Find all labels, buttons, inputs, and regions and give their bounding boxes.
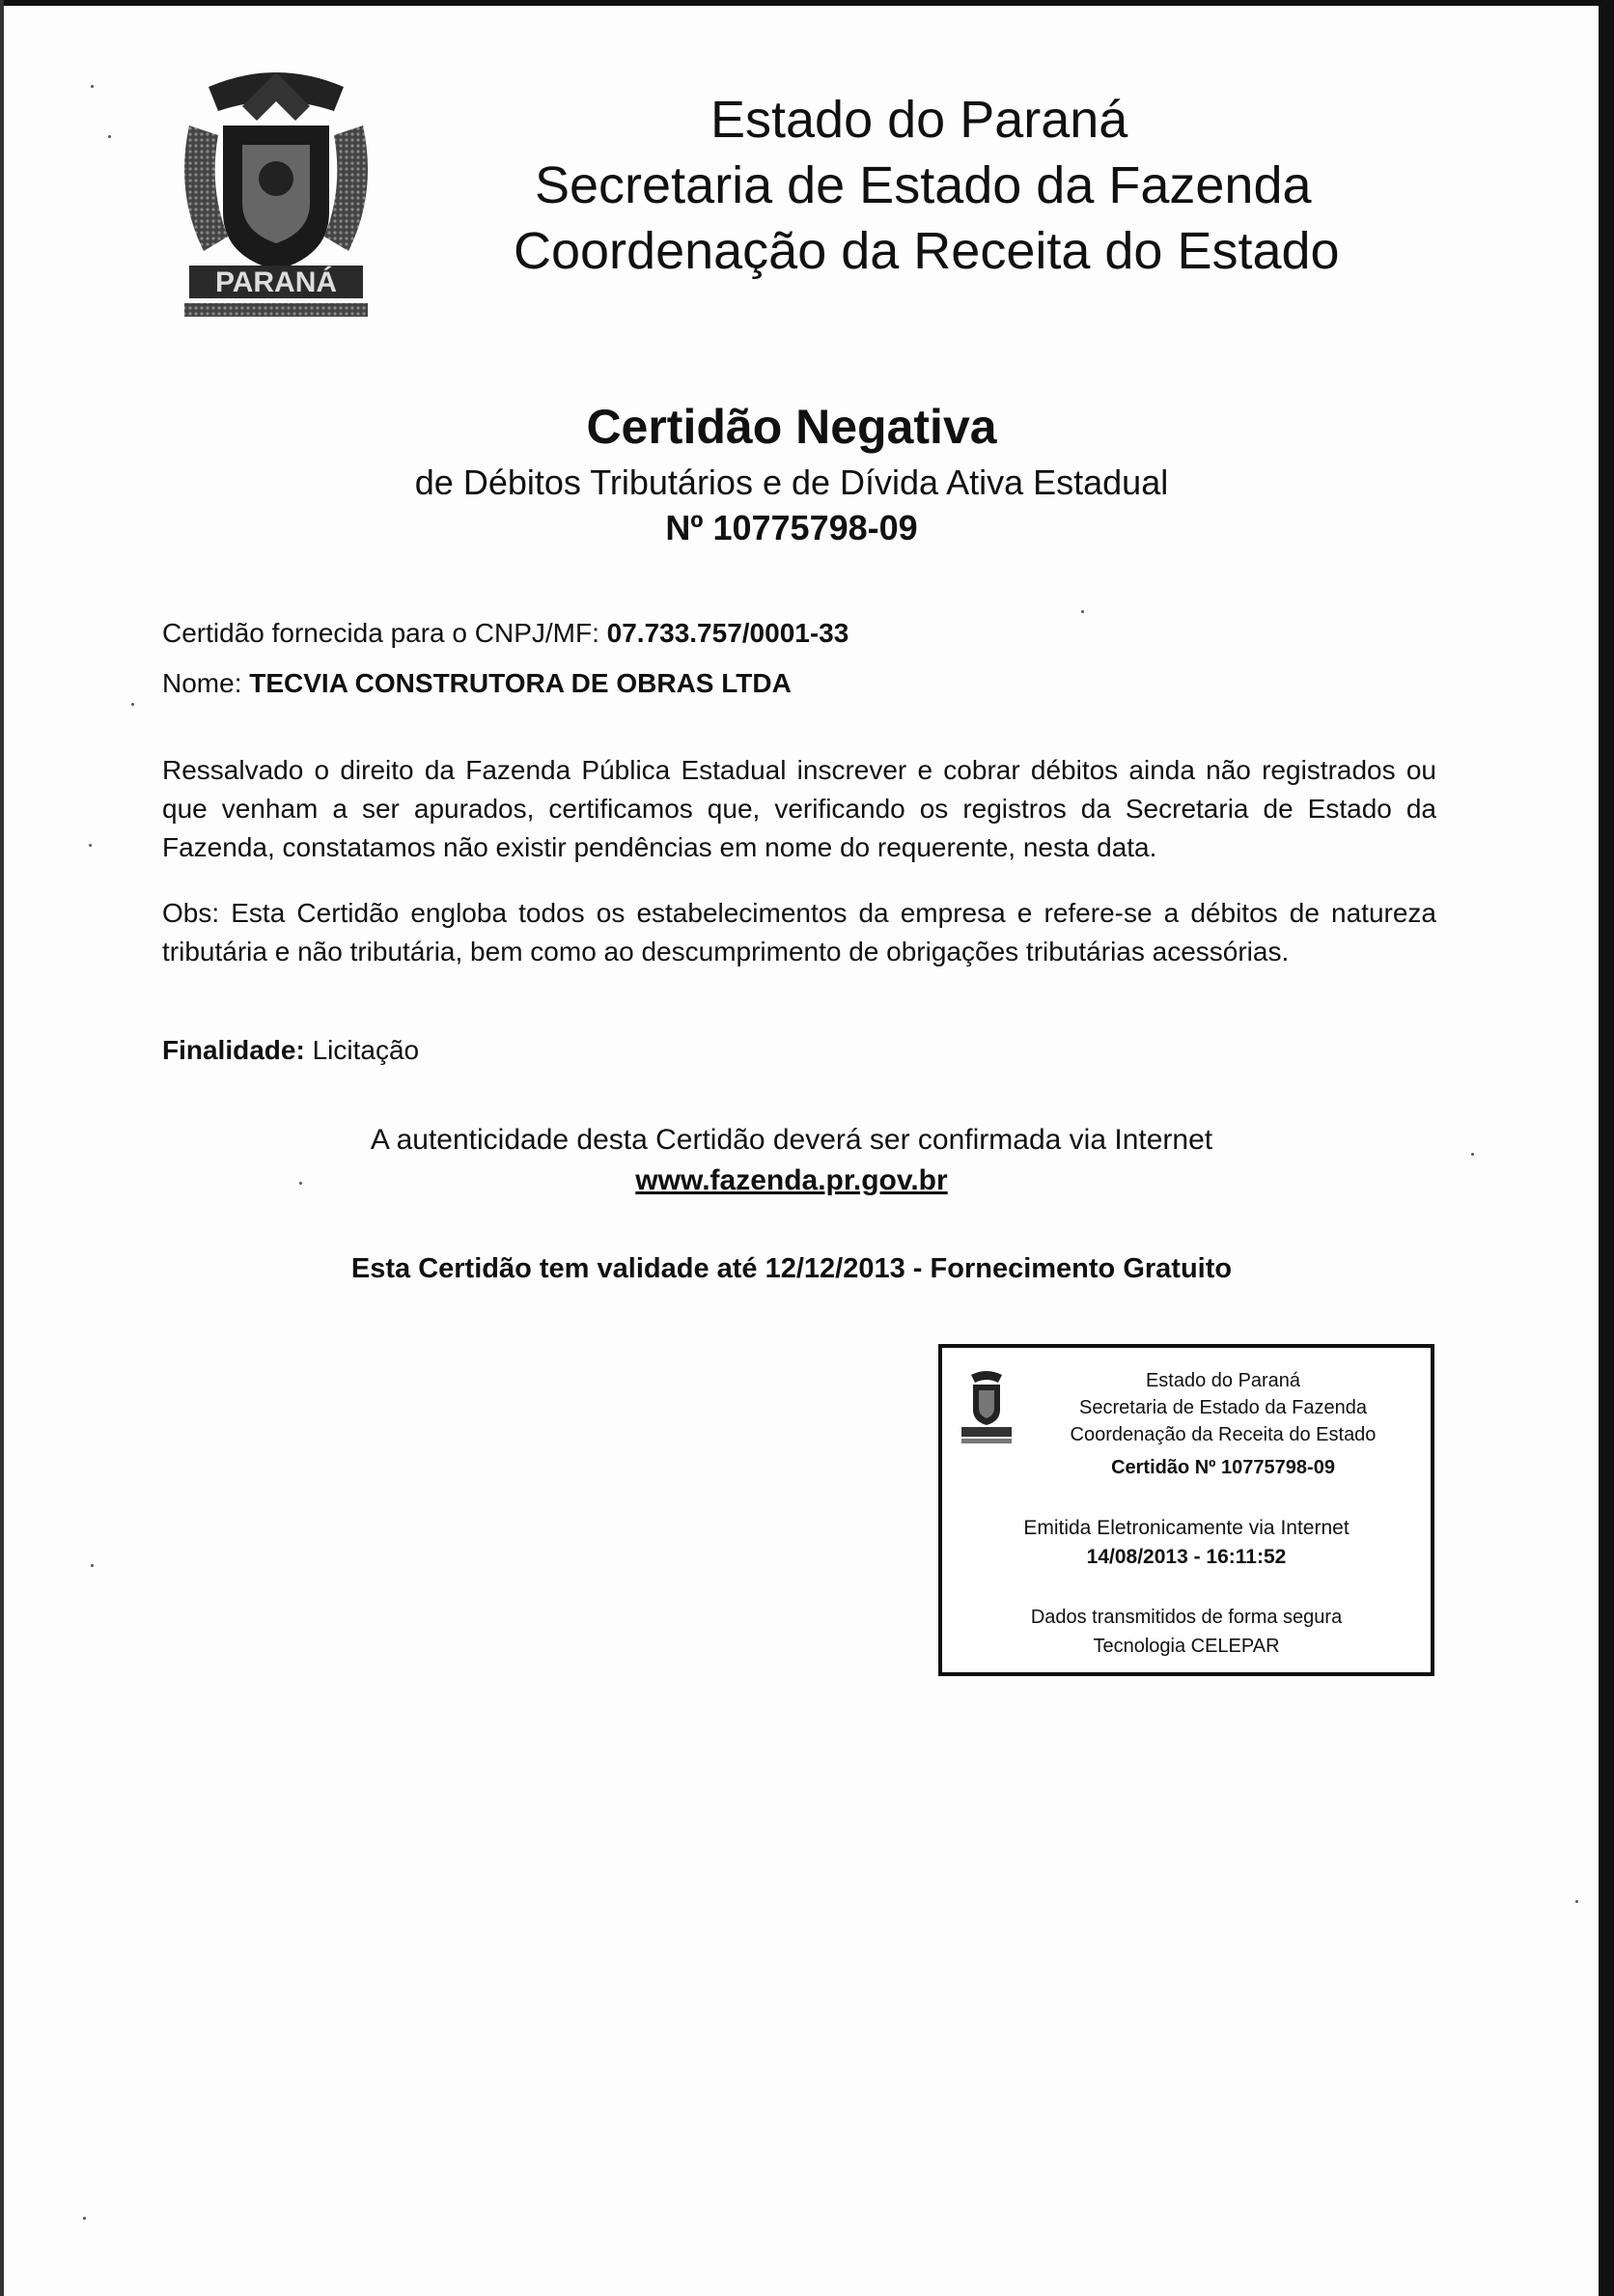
scan-speck: [91, 1564, 94, 1567]
scan-speck: [108, 135, 111, 138]
scan-speck: [89, 844, 92, 847]
purpose-line: [162, 1035, 419, 1066]
header-state: Estado do Paraná: [710, 91, 1128, 149]
stamp-secretariat: Secretaria de Estado da Fazenda: [1079, 1397, 1367, 1418]
observation-paragraph: Obs: Esta Certidão engloba todos os estabelecimentos da empresa e refere-se a débitos de natureza tributária e não tributária, bem como ao descumprimento de obrigações tributárias acessórias.: [162, 898, 1436, 966]
certificate-subtitle: de Débitos Tributários e de Dívida Ativa Estadual: [414, 462, 1169, 502]
logo-text: PARANÁ: [214, 266, 338, 298]
stamp-certificate-number: Certidão Nº 10775798-09: [1111, 1457, 1335, 1478]
stamp-footer: [942, 1603, 1431, 1661]
scan-speck: [83, 2217, 86, 2220]
stamp-technology: Tecnologia CELEPAR: [1093, 1636, 1280, 1657]
header-coordination: Coordenação da Receita do Estado: [514, 222, 1340, 280]
stamp-state: Estado do Paraná: [1145, 1370, 1301, 1391]
scan-edge-right: [1599, 0, 1614, 2296]
certificate-title: Certidão Negativa: [586, 400, 997, 454]
certification-paragraph: Ressalvado o direito da Fazenda Pública Estadual inscrever e cobrar débitos ainda não registrados ou que venham a ser apurados, certificamos que, verificando os registros da Secretaria de Estado da Fazenda, constatamos não existir pendências em nome do requerente, nesta data.: [162, 755, 1436, 862]
scan-speck: [1575, 1900, 1578, 1903]
stamp-emitted-text: Emitida Eletronicamente via Internet: [1023, 1517, 1350, 1539]
header-secretariat: Secretaria de Estado da Fazenda: [535, 156, 1312, 214]
parana-coat-of-arms-logo: [170, 68, 382, 328]
stamp-header: [1025, 1367, 1421, 1481]
purpose-label: Finalidade:: [162, 1035, 305, 1065]
issuer-header: [502, 87, 1371, 284]
purpose-value: Licitação: [312, 1035, 420, 1065]
name-line: [162, 668, 792, 699]
electronic-issue-stamp: [938, 1344, 1434, 1676]
stamp-emission: [942, 1514, 1431, 1572]
scan-speck: [1081, 610, 1084, 613]
stamp-coat-of-arms-icon: [960, 1369, 1014, 1446]
authenticity-notice: [0, 1120, 1583, 1201]
scan-speck: [1471, 1153, 1474, 1156]
scan-speck: [299, 1182, 302, 1185]
verification-link[interactable]: www.fazenda.pr.gov.br: [635, 1164, 948, 1196]
scan-speck: [91, 85, 94, 88]
cnpj-line: [162, 618, 849, 649]
validity-statement: Esta Certidão tem validade até 12/12/2013 - Fornecimento Gratuito: [350, 1253, 1233, 1284]
name-label: Nome:: [162, 668, 242, 698]
stamp-datetime: 14/08/2013 - 16:11:52: [1086, 1546, 1287, 1568]
name-value: TECVIA CONSTRUTORA DE OBRAS LTDA: [249, 668, 792, 698]
certificate-title-block: [0, 398, 1583, 550]
cnpj-value: 07.733.757/0001-33: [606, 618, 849, 648]
authenticity-text: A autenticidade desta Certidão deverá ser confirmada via Internet: [370, 1124, 1213, 1156]
stamp-coordination: Coordenação da Receita do Estado: [1070, 1424, 1377, 1445]
certificate-number: Nº 10775798-09: [665, 508, 918, 547]
cnpj-label: Certidão fornecida para o CNPJ/MF:: [162, 618, 599, 648]
scan-edge-top: [0, 0, 1614, 6]
stamp-transmitted-text: Dados transmitidos de forma segura: [1030, 1607, 1343, 1628]
scan-speck: [131, 703, 134, 706]
